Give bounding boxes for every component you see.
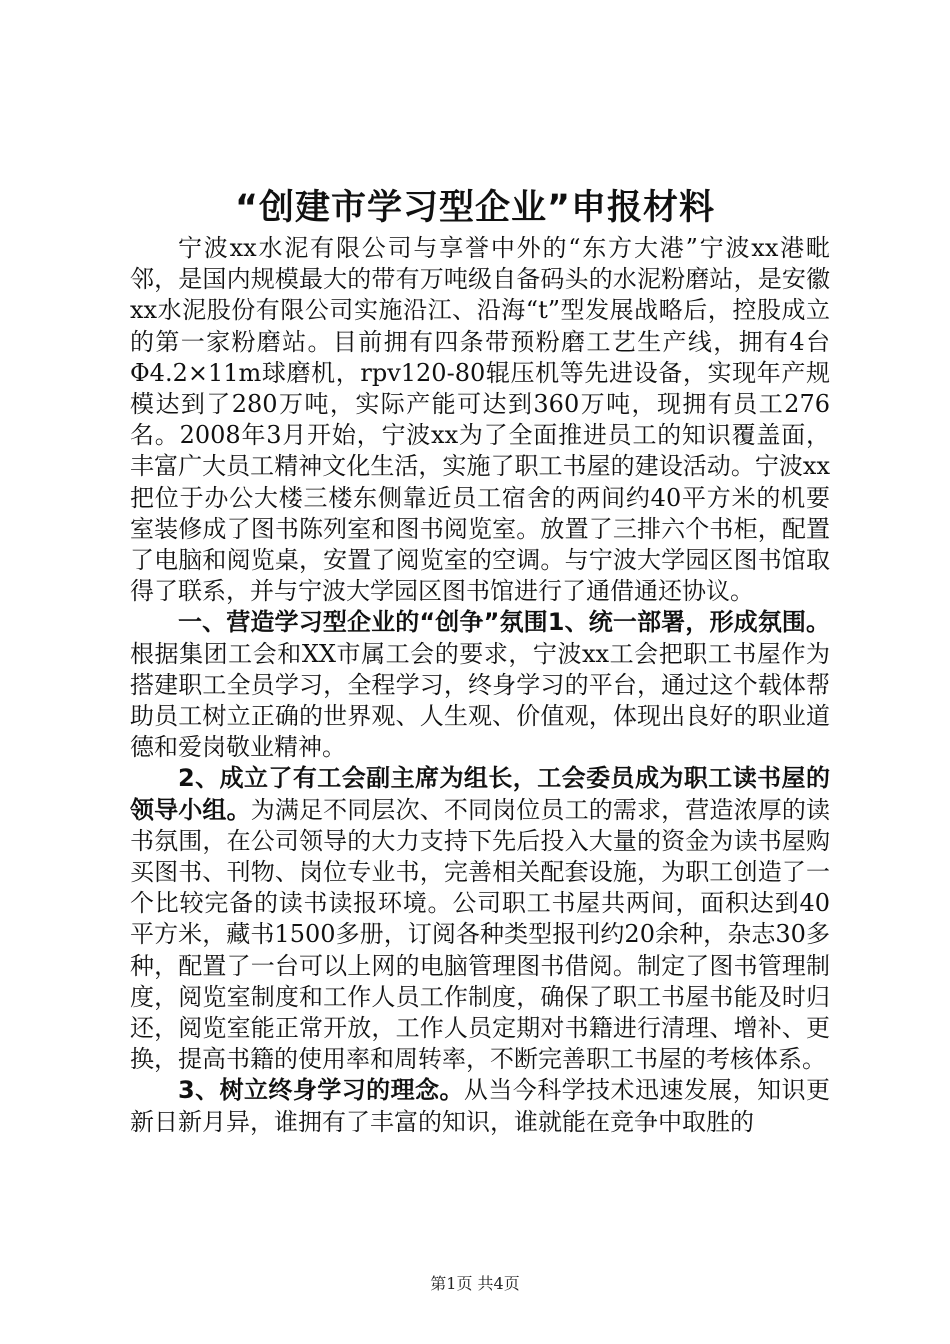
- paragraph-text: 根据集团工会和XX市属工会的要求，宁波xx工会把职工书屋作为搭建职工全员学习，全程学习，终身学习的平台，通过这个载体帮助员工树立正确的世界观、人生观、价值观，体现出良好的职业道德和爱岗敬业精神。: [130, 639, 830, 762]
- paragraph-heading: 3、树立终身学习的理念。: [178, 1076, 464, 1105]
- page-footer: 第1页 共4页: [430, 1274, 520, 1293]
- document-body: [130, 233, 830, 1138]
- paragraph: [130, 607, 830, 763]
- paragraph-text: 为满足不同层次、不同岗位员工的需求，营造浓厚的读书氛围，在公司领导的大力支持下先后投入大量的资金为读书屋购买图书、刊物、岗位专业书，完善相关配套设施，为职工创造了一个比较完备的读书读报环境。公司职工书屋共两间，面积达到40平方米，藏书1500多册，订阅各种类型报刊约20余种，杂志30多种，配置了一台可以上网的电脑管理图书借阅。制定了图书管理制度，阅览室制度和工作人员工作制度，确保了职工书屋书能及时归还，阅览室能正常开放，工作人员定期对书籍进行清理、增补、更换，提高书籍的使用率和周转率，不断完善职工书屋的考核体系。: [130, 795, 831, 1074]
- paragraph-heading: 一、营造学习型企业的“创争”氛围1、统一部署，形成氛围。: [178, 608, 830, 637]
- paragraph-text: 宁波xx水泥有限公司与享誉中外的“东方大港”宁波xx港毗邻，是国内规模最大的带有万吨级自备码头的水泥粉磨站，是安徽xx水泥股份有限公司实施沿江、沿海“t”型发展战略后，控股成立的第一家粉磨站。目前拥有四条带预粉磨工艺生产线，拥有4台Φ4.2×11m球磨机，rpv120-80辊压机等先进设备，实现年产规模达到了280万吨，实际产能可达到360万吨，现拥有员工276名。2008年3月开始，宁波xx为了全面推进员工的知识覆盖面，丰富广大员工精神文化生活，实施了职工书屋的建设活动。宁波xx把位于办公大楼三楼东侧靠近员工宿舍的两间约40平方米的机要室装修成了图书陈列室和图书阅览室。放置了三排六个书柜，配置了电脑和阅览桌，安置了阅览室的空调。与宁波大学园区图书馆取得了联系，并与宁波大学园区图书馆进行了通借通还协议。: [130, 234, 830, 606]
- paragraph: [130, 233, 830, 607]
- document-title: “创建市学习型企业”申报材料: [234, 188, 715, 228]
- paragraph-text: 从当今科学技术迅速发展，知识更新日新月异，谁拥有了丰富的知识，谁就能在竞争中取胜的: [130, 1076, 831, 1136]
- paragraph: [130, 763, 830, 1075]
- paragraph-heading: 2、成立了有工会副主席为组长，工会委员成为职工读书屋的领导小组。: [130, 764, 830, 824]
- paragraph: [130, 1075, 830, 1137]
